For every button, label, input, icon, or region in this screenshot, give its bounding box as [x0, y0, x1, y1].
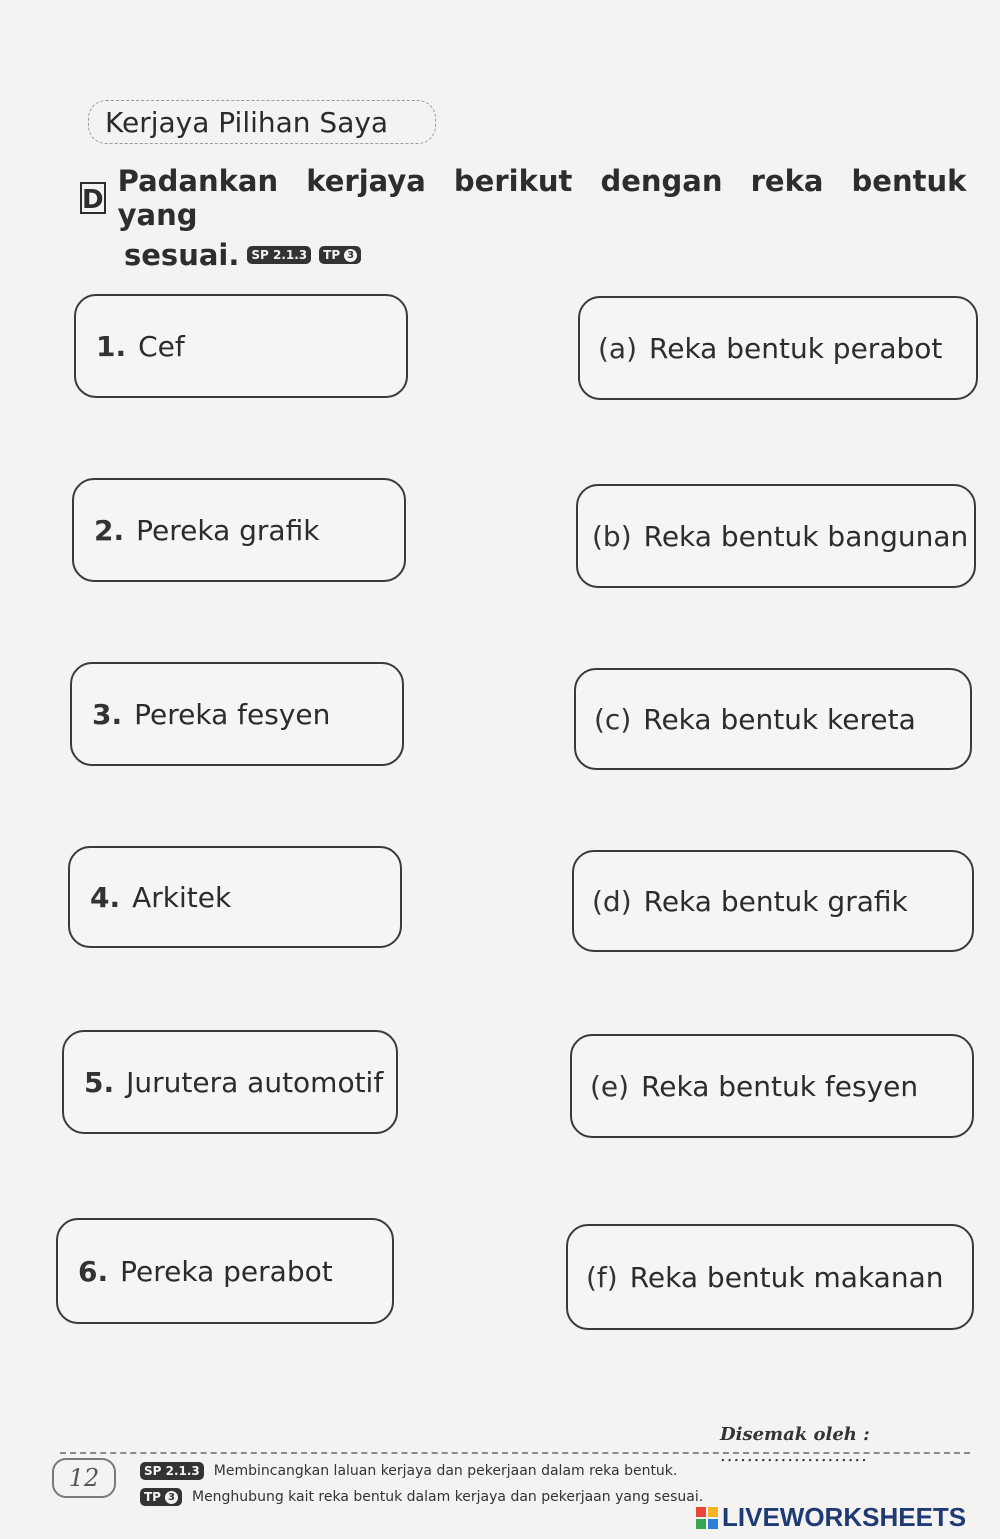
footnote-sp: [140, 1462, 677, 1480]
career-text: Cef: [138, 329, 185, 363]
liveworksheets-watermark[interactable]: [696, 1502, 966, 1533]
footnote-sp-text: Membincangkan laluan kerjaya dan pekerjaan dalam reka bentuk.: [213, 1463, 678, 1479]
design-card-c[interactable]: [574, 668, 972, 770]
career-card-5[interactable]: [62, 1030, 398, 1134]
career-text: Pereka perabot: [120, 1254, 333, 1288]
instruction-line-2: sesuai.: [124, 238, 240, 272]
career-card-3[interactable]: [70, 662, 404, 766]
liveworksheets-logo-icon: [696, 1507, 718, 1529]
career-text: Jurutera automotif: [126, 1065, 384, 1099]
logo-square-3: [696, 1519, 706, 1529]
page-number: 12: [52, 1458, 116, 1498]
career-card-4[interactable]: [68, 846, 402, 948]
exercise-letter-badge: D: [80, 182, 106, 214]
section-title-text: Kerjaya Pilihan Saya: [105, 105, 389, 139]
design-card-f[interactable]: [566, 1224, 974, 1330]
design-text: Reka bentuk grafik: [643, 884, 908, 918]
career-text: Pereka grafik: [136, 513, 320, 547]
career-number: 6.: [78, 1254, 109, 1288]
design-label: (e): [590, 1069, 630, 1103]
design-card-b[interactable]: [576, 484, 976, 588]
checked-by-dots: ......................: [720, 1445, 868, 1466]
career-number: 4.: [90, 880, 121, 914]
design-text: Reka bentuk makanan: [629, 1260, 944, 1294]
logo-square-4: [708, 1519, 718, 1529]
footnote-tp-tag-number: 3: [165, 1491, 178, 1504]
career-number: 2.: [94, 513, 125, 547]
footnote-tp-tag-text: TP: [144, 1490, 161, 1504]
footnote-sp-tag: SP 2.1.3: [140, 1462, 204, 1480]
design-label: (f): [586, 1260, 618, 1294]
footer-divider: [60, 1452, 970, 1454]
checked-by-label: Disemak oleh :: [720, 1424, 870, 1445]
checked-by: [720, 1424, 1000, 1466]
design-card-a[interactable]: [578, 296, 978, 400]
footnote-tp-tag: [140, 1488, 182, 1506]
career-card-6[interactable]: [56, 1218, 394, 1324]
watermark-text: LIVEWORKSHEETS: [722, 1502, 967, 1532]
design-label: (b): [592, 519, 632, 553]
tp-tag-text: TP: [323, 248, 341, 262]
instruction-line-1: Padankan kerjaya berikut dengan reka bentuk yang: [117, 164, 967, 232]
logo-square-1: [696, 1507, 706, 1517]
career-number: 3.: [92, 697, 123, 731]
design-card-d[interactable]: [572, 850, 974, 952]
career-card-2[interactable]: [72, 478, 406, 582]
tp-tag-number: 3: [344, 249, 357, 262]
sp-tag-text: SP 2.1.3: [251, 248, 308, 262]
tp-tag: [319, 246, 361, 264]
design-text: Reka bentuk bangunan: [643, 519, 969, 553]
design-label: (a): [598, 331, 638, 365]
exercise-heading: [80, 164, 980, 272]
career-card-1[interactable]: [74, 294, 408, 398]
sp-tag: [247, 246, 311, 264]
footnote-tp: [140, 1488, 703, 1506]
design-text: Reka bentuk fesyen: [641, 1069, 919, 1103]
design-text: Reka bentuk kereta: [643, 702, 916, 736]
career-text: Pereka fesyen: [134, 697, 331, 731]
design-text: Reka bentuk perabot: [649, 331, 943, 365]
career-text: Arkitek: [132, 880, 232, 914]
career-number: 5.: [84, 1065, 115, 1099]
design-card-e[interactable]: [570, 1034, 974, 1138]
design-label: (c): [594, 702, 632, 736]
footnote-tp-text: Menghubung kait reka bentuk dalam kerjaya dan pekerjaan yang sesuai.: [191, 1489, 704, 1505]
design-label: (d): [592, 884, 632, 918]
career-number: 1.: [96, 329, 127, 363]
logo-square-2: [708, 1507, 718, 1517]
section-title: [88, 100, 436, 144]
